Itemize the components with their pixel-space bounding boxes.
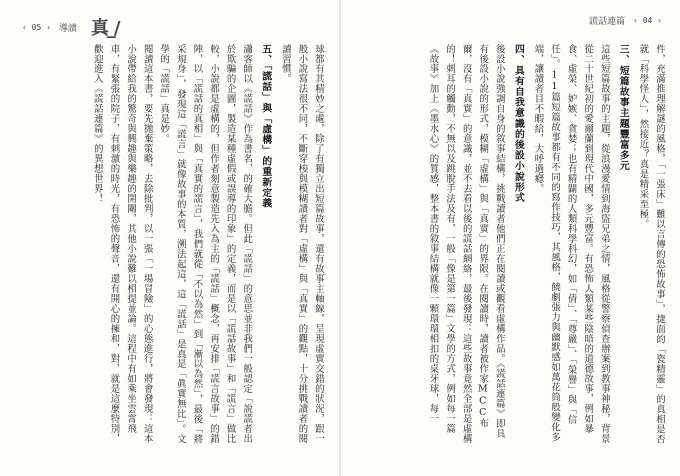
section-heading-5: 五、「謊話」與「虛構」的重新定義 bbox=[260, 44, 272, 209]
right-page-header bbox=[589, 14, 662, 27]
right-paragraph-3: 這些短篇故事的主題，從浪漫愛情到海盜兄弟之情，風格從警察偵查辦案到教事神秘，背景從二十世紀初的愛爾蘭到現代中國，多元豐富。有恐怖人類某些陰暗的道德故事，例如暴食、虛榮、妒嫉、貪婪；也有精闢的人類科學科幻，如「倩」、「尊嚴」、「榮譽」與「信任」。11篇短篇故事都有不同的寫作技巧，其風格，饒劇張力與幽默感如萬花筒般變化多端，讓讀者目不暇給，大呼過癮。 bbox=[532, 44, 610, 444]
right-paragraph-top: 件，充滿推理解謎的風格，「一張床」難以言傳的恐怖故事」，捷面的「瓷精靈」的真相是否就「科學怪人」，然接近？真是精采至極。 bbox=[637, 44, 665, 445]
brush-calligraphy-title: 真_/ bbox=[90, 18, 119, 39]
left-page-body bbox=[18, 44, 326, 448]
left-paragraph-5a: 瀟客師以《謊話》作為書名，的確大膽。但此「謊話」的意思並非我們一般認定「說謊者出於欺騙的企圖，製造某種虛假或誤導的印象」的定義，而是以「謊話故事」和「謊言」做比較，小說都是虛構的，但作者刻意製造先入為主的「謊話」概念，再安排「謊言故事」的錯陣，以「謊話的真相」與「真實的謊言」，我們就從「不以為然」到「漸以為然」，最後「將采規身」，發現這「謊言」就像故事的本質，溯法起這，這「謊話」是真是「眞實無比」。文學的「謊話」真是妙。 bbox=[158, 44, 253, 445]
left-page-number: ‹ 05 › bbox=[22, 22, 51, 32]
right-page-body bbox=[355, 44, 667, 448]
section-heading-4: 四、具有自我意識的後設小說形式 bbox=[512, 44, 524, 203]
right-paragraph-4: 後設小說強調自身的敘事結構，挑戰讀者他們正在閱讀或觀看虛構作品。《謊話連篇》即具有後設小說的形式，模糊「虛構」與「真實」的界限。在閱讀時，讀者被作家MCC布爾，沒有「真實」的意識，並不去看以後的謊話網絡，最後發現：這些故事竟然全部是虛構的！刺耳的觸動，不無以及跳脫手法及有，一般「像是第一篇」文學的方式，例如每一篇《故事》加上《墨水心》的質感，整本書的敘事結構就像一顆環環相扣的桌牙球，每一 bbox=[427, 44, 505, 444]
left-page-header bbox=[22, 14, 119, 40]
right-running-title: 謊話連篇 bbox=[589, 17, 626, 27]
left-paragraph-top: 球都有其精妙之處，除了有獨立出短篇故事，還有故事主軸線，呈現虛實交錯的狀況，跟一般小說寫法很不同，不斷穿梭與模糊讀者對「虛構」與「真實」的觀點，十分挑戰讀者的閱讀習慣。 bbox=[279, 44, 324, 444]
left-paragraph-5b: 閱讀這本書，要先拋棄策略，去除批判，以一張「一場冒險」的心態進行，將會發現：這本小說帶給我的驚奇與興趣與樂趣的開關，其他小說難以相提並論。這程中有如乘坐雲霄飛車，有緊張的院子，有刺激的時光，有恐怖的聲音，還有開心的擁和，對，就是這麼特別，歡迎進入《謊話連篇》的異想世界！ bbox=[91, 44, 153, 444]
right-page-number: ‹ 04 › bbox=[633, 16, 662, 25]
left-section-label: 導讀 bbox=[58, 23, 77, 34]
section-heading-3: 三、短篇故事主題豐富多元 bbox=[617, 44, 629, 172]
